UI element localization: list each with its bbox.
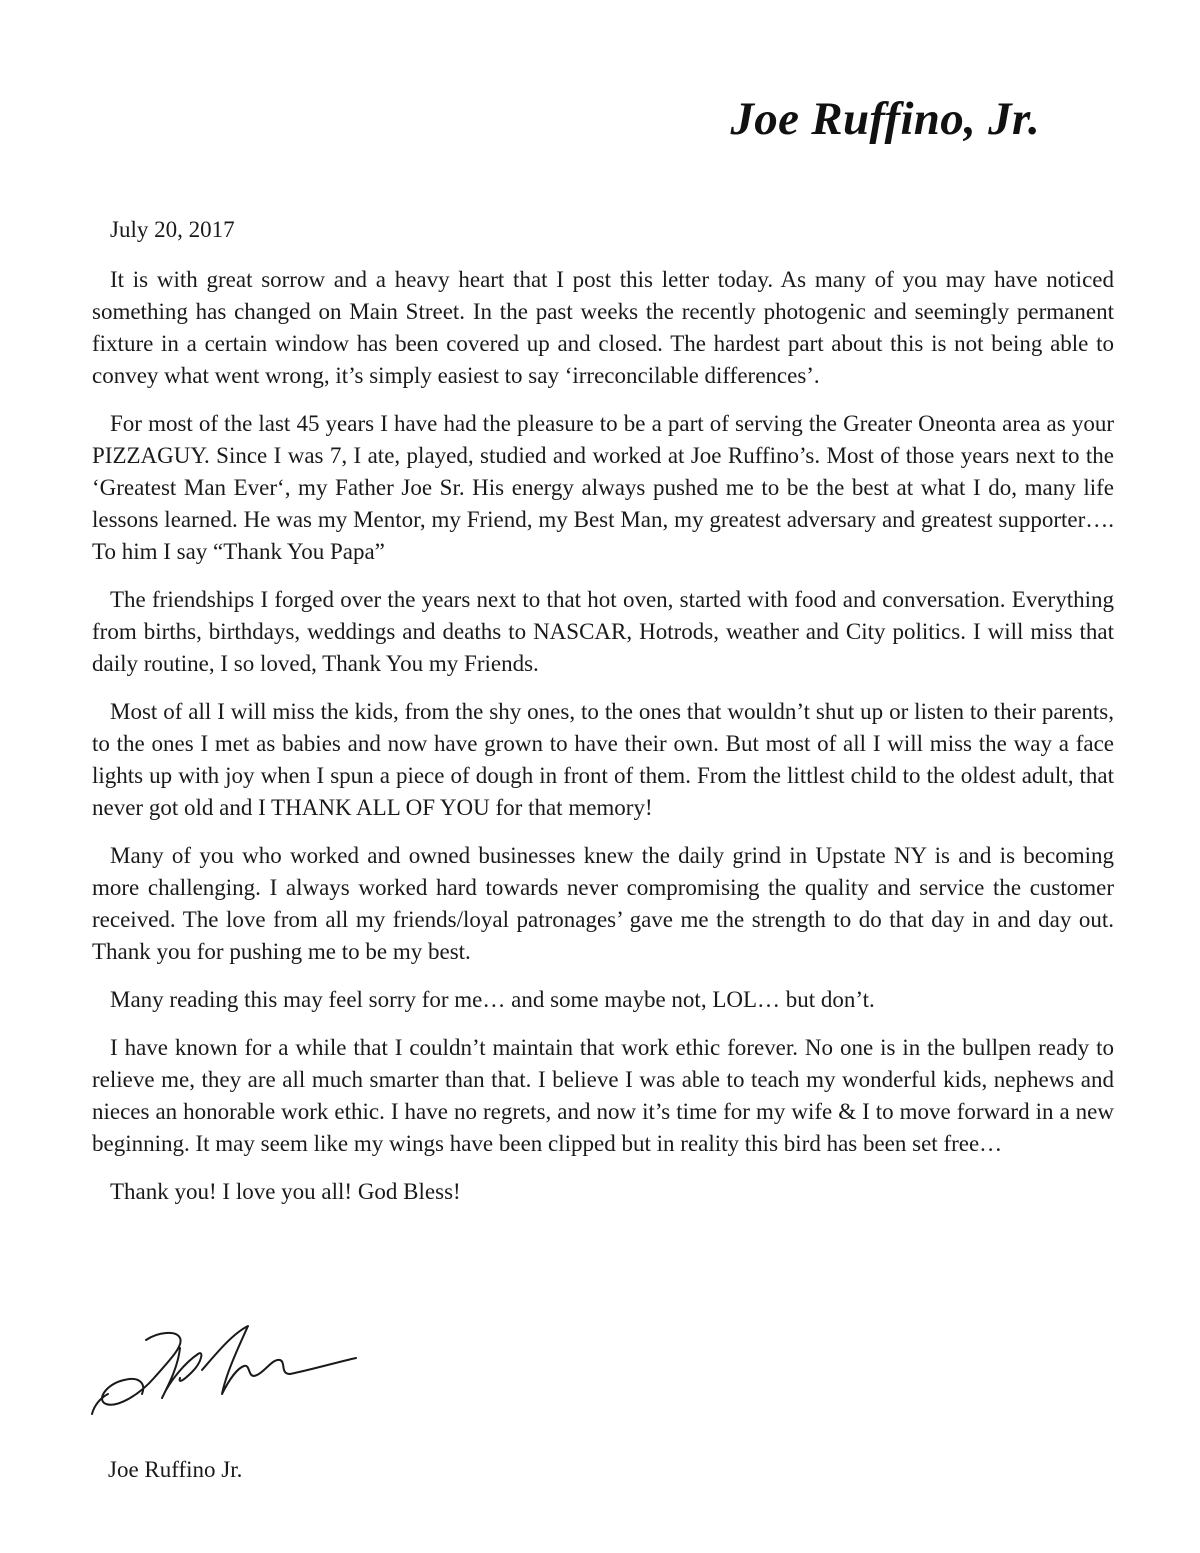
paragraph: I have known for a while that I couldn’t maintain that work ethic forever. No one is in the bullpen ready to relieve me, they are all much smarter than that. I believe I was able to teach my wonderful kids, nephews and nieces an honorable work ethic. I have no regrets, and now it’s time for my wife & I to move forward in a new beginning. It may seem like my wings have been clipped but in reality this bird has been set free…: [92, 1035, 1114, 1156]
signer-name: Joe Ruffino Jr.: [108, 1457, 243, 1482]
paragraph: Many reading this may feel sorry for me… and some maybe not, LOL… but don’t.: [110, 987, 875, 1012]
letterhead-name: Joe Ruffino, Jr.: [730, 93, 1040, 145]
paragraph: The friendships I forged over the years next to that hot oven, started with food and conversation. Everything from births, birthdays, weddings and deaths to NASCAR, Hotrods, weather and City politics. I will miss that daily routine, I so loved, Thank You my Friends.: [92, 587, 1114, 676]
closing-line: Thank you! I love you all! God Bless!: [110, 1179, 461, 1204]
paragraph: For most of the last 45 years I have had the pleasure to be a part of serving the Greater Oneonta area as your PIZZAGUY. Since I was 7, I ate, played, studied and worked at Joe Ruffino’s. Most of those years next to the ‘Greatest Man Ever‘, my Father Joe Sr. His energy always pushed me to be the best at what I do, many life lessons learned. He was my Mentor, my Friend, my Best Man, my greatest adversary and greatest supporter…. To him I say “Thank You Papa”: [92, 411, 1114, 564]
paragraph: Many of you who worked and owned businesses knew the daily grind in Upstate NY is and is becoming more challenging. I always worked hard towards never compromising the quality and service the customer received. The love from all my friends/loyal patronages’ gave me the strength to do that day in and day out. Thank you for pushing me to be my best.: [92, 843, 1114, 964]
paragraph: Most of all I will miss the kids, from the shy ones, to the ones that wouldn’t shut up or listen to their parents, to the ones I met as babies and now have grown to have their own. But most of all I will miss the way a face lights up with joy when I spun a piece of dough in front of them. From the littlest child to the oldest adult, that never got old and I THANK ALL OF YOU for that memory!: [92, 699, 1114, 820]
paragraph: It is with great sorrow and a heavy heart that I post this letter today. As many of you may have noticed something has changed on Main Street. In the past weeks the recently photogenic and seemingly permanent fixture in a certain window has been covered up and closed. The hardest part about this is not being able to convey what went wrong, it’s simply easiest to say ‘irreconcilable differences’.: [92, 267, 1114, 388]
letter-date: July 20, 2017: [110, 217, 235, 242]
letter-body: [92, 264, 1114, 1224]
handwritten-signature-icon: [84, 1318, 374, 1418]
